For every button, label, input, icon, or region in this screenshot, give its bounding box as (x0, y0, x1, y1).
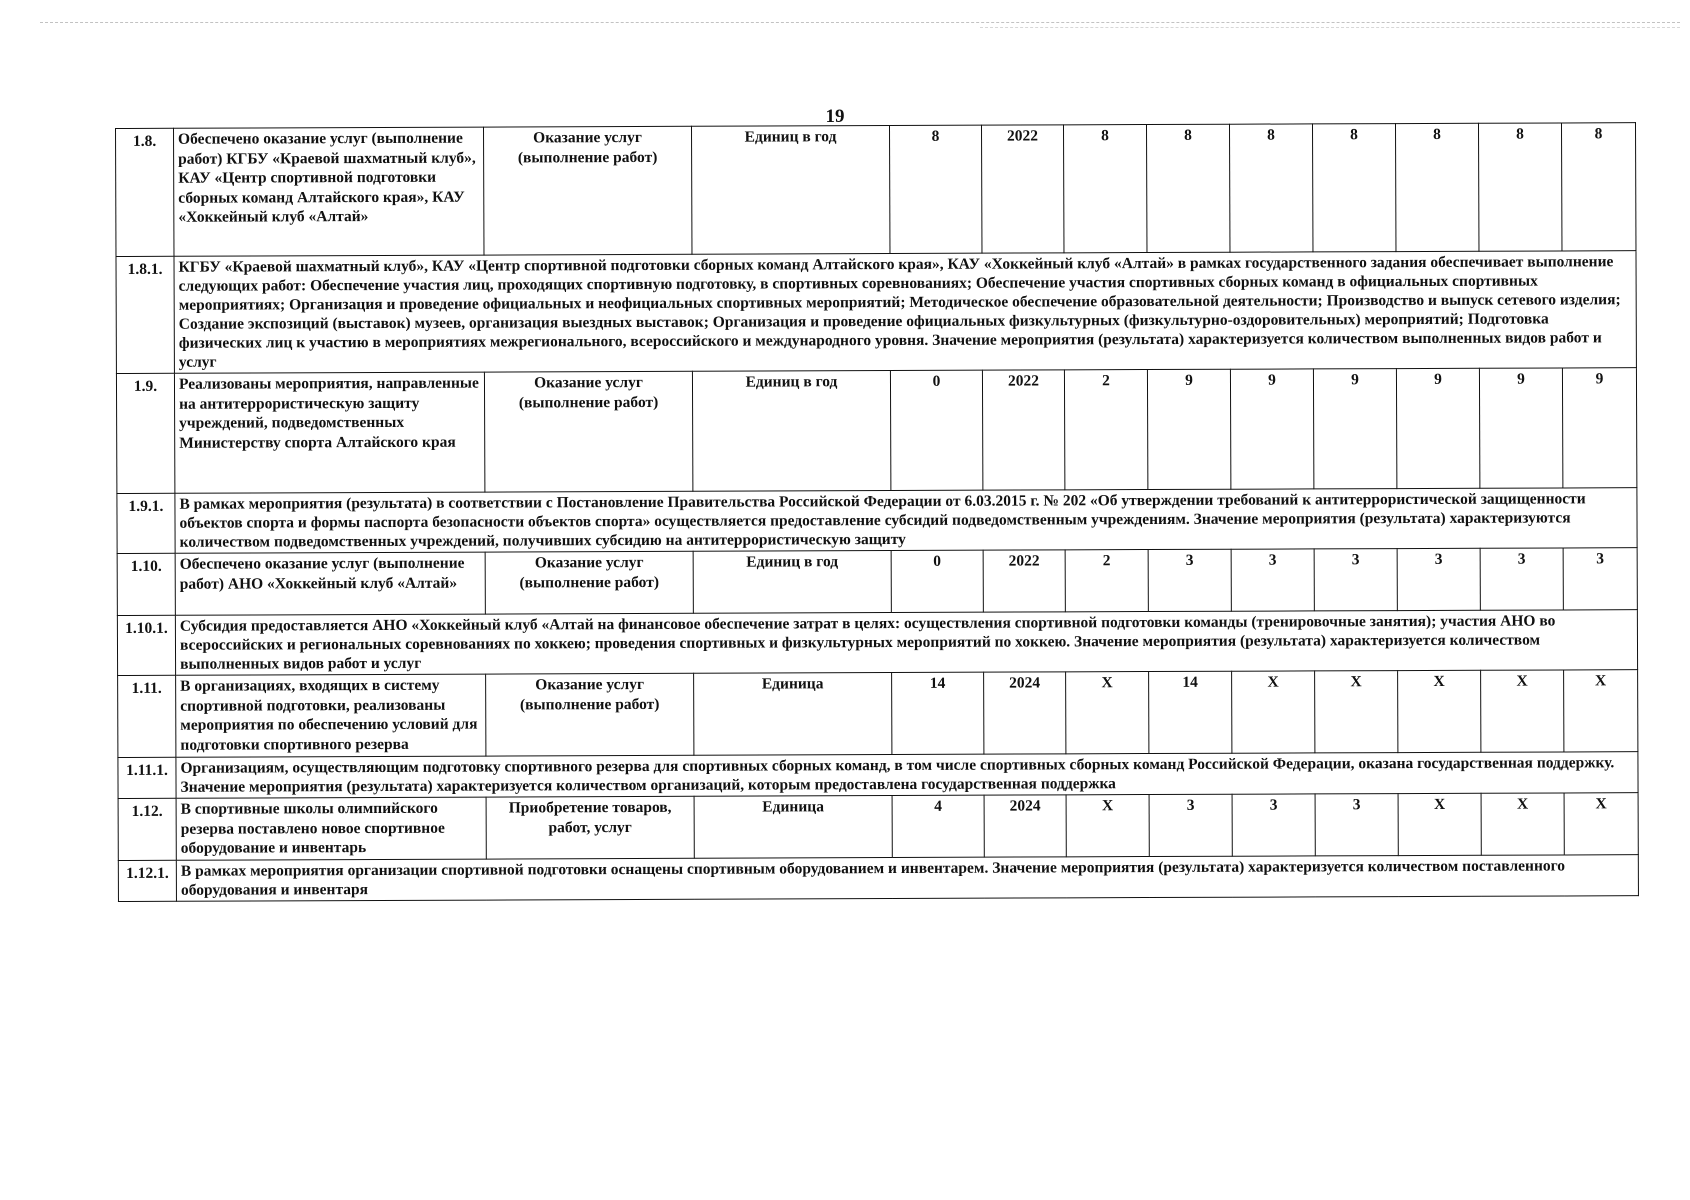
value-cell: X (1232, 671, 1315, 753)
row-number: 1.8. (116, 128, 174, 256)
row-number: 1.12.1. (118, 860, 176, 901)
description-text: Субсидия предоставляется АНО «Хоккейный клуб «Алтай на финансовое обеспечение затрат в целях: осуществления спортивной подготовки команды (тренировочные занятия); участия АНО во всероссийских и региональных соревнованиях по хоккею; проведения спортивных и физкультурных мероприятий по хоккею. Значение мероприятия (результата) характеризуется количеством выполненных видов работ и услуг (175, 610, 1637, 676)
base-value: 4 (892, 795, 984, 857)
result-type: Оказание услуг (выполнение работ) (484, 371, 692, 492)
results-table (115, 122, 1639, 902)
value-cell: X (1066, 795, 1149, 857)
base-year: 2024 (984, 795, 1066, 857)
unit-cell: Единица (694, 673, 892, 756)
value-cell: 9 (1479, 368, 1562, 488)
value-cell: 14 (1149, 671, 1232, 753)
value-cell: 8 (1312, 124, 1395, 252)
row-number: 1.9. (116, 373, 174, 493)
page-number: 19 (825, 106, 845, 127)
row-number: 1.11.1. (118, 757, 176, 798)
value-cell: 8 (1229, 124, 1312, 252)
value-cell: 9 (1230, 369, 1313, 489)
result-type: Оказание услуг (выполнение работ) (486, 673, 694, 756)
value-cell: 3 (1480, 548, 1563, 610)
table-row-description (118, 752, 1638, 799)
value-cell: 8 (1478, 123, 1561, 251)
result-name: Обеспечено оказание услуг (выполнение работ) КГБУ «Краевой шахматный клуб», КАУ «Центр спортивной подготовки сборных команд Алтайского края», КАУ «Хоккейный клуб «Алтай» (174, 127, 484, 256)
value-cell: 9 (1562, 368, 1636, 488)
base-value: 14 (892, 672, 984, 754)
table-row (116, 368, 1636, 494)
result-name: В спортивные школы олимпийского резерва поставлено новое спортивное оборудование и инвентарь (176, 797, 486, 860)
value-cell: X (1564, 793, 1638, 855)
value-cell: 3 (1231, 549, 1314, 611)
base-year: 2022 (983, 550, 1065, 612)
base-value: 0 (891, 550, 983, 612)
value-cell: X (1481, 793, 1564, 855)
unit-cell: Единиц в год (691, 126, 889, 255)
value-cell: 3 (1563, 548, 1637, 610)
result-type: Оказание услуг (выполнение работ) (483, 126, 691, 255)
row-number: 1.8.1. (116, 256, 174, 373)
table-row (118, 793, 1638, 861)
unit-cell: Единица (694, 796, 892, 859)
value-cell: 9 (1396, 368, 1479, 488)
value-cell: 8 (1395, 123, 1478, 251)
unit-cell: Единиц в год (692, 371, 890, 492)
value-cell: X (1481, 670, 1564, 752)
description-text: КГБУ «Краевой шахматный клуб», КАУ «Центр спортивной подготовки сборных команд Алтайского края», КАУ «Хоккейный клуб «Алтай» в рамках государственного задания обеспечивает выполнение следующих работ: Обеспечение участия лиц, проходящих спортивную подготовку, в спортивных соревнованиях; Обеспечение участия спортивных сборных команд в официальных спортивных мероприятиях; Организация и проведение официальных и неофициальных спортивных мероприятий; Методическое обеспечение образовательной деятельности; Производство и выпуск сетевого изделия; Создание экспозиций (выставок) музеев, организация выездных выставок; Организация и проведение официальных физкультурных (физкультурно-оздоровительных) мероприятий; Подготовка физических лиц к участию в мероприятиях межрегионального, всероссийского и международного уровня. Значение мероприятия (результата) характеризуется количеством выполненных видов работ и услуг (174, 251, 1636, 374)
scan-artifact-line (40, 22, 1680, 23)
row-number: 1.10. (117, 553, 175, 615)
row-number: 1.11. (118, 675, 176, 757)
description-text: В рамках мероприятия организации спортивной подготовки оснащены спортивным оборудованием и инвентарем. Значение мероприятия (результата) характеризуется количеством поставленного оборудования и инвентаря (176, 855, 1638, 902)
value-cell: 3 (1149, 794, 1232, 856)
result-type: Приобретение товаров, работ, услуг (486, 796, 694, 859)
row-number: 1.9.1. (117, 493, 175, 553)
value-cell: X (1315, 671, 1398, 753)
base-value: 0 (890, 370, 982, 490)
value-cell: 2 (1064, 370, 1147, 490)
value-cell: 3 (1397, 548, 1480, 610)
result-name: Реализованы мероприятия, направленные на антитеррористическую защиту учреждений, подведомственных Министерству спорта Алтайского края (174, 372, 484, 493)
value-cell: 8 (1561, 123, 1635, 251)
table-row (116, 123, 1636, 257)
value-cell: 9 (1147, 369, 1230, 489)
row-number: 1.10.1. (117, 615, 175, 675)
row-number: 1.12. (118, 798, 176, 860)
result-type: Оказание услуг (выполнение работ) (485, 551, 693, 614)
result-name: Обеспечено оказание услуг (выполнение работ) АНО «Хоккейный клуб «Алтай» (175, 552, 485, 615)
table-row-description (117, 488, 1637, 554)
description-text: Организациям, осуществляющим подготовку спортивного резерва для спортивных сборных команд, в том числе спортивных сборных команд Российской Федерации, оказана государственная поддержку. Значение мероприятия (результата) характеризуется количеством организаций, которым предоставлена государственная поддержка (176, 752, 1638, 799)
table-row (117, 548, 1637, 616)
base-year: 2022 (982, 370, 1064, 490)
result-name: В организациях, входящих в систему спортивной подготовки, реализованы мероприятия по обеспечению условий для подготовки спортивного резерва (176, 674, 486, 757)
value-cell: 3 (1148, 549, 1231, 611)
value-cell: 3 (1314, 549, 1397, 611)
value-cell: 3 (1232, 794, 1315, 856)
value-cell: 2 (1065, 550, 1148, 612)
scan-artifact-line (980, 27, 1680, 28)
value-cell: X (1398, 670, 1481, 752)
value-cell: X (1398, 793, 1481, 855)
table-row-description (116, 251, 1636, 374)
table-row-description (118, 855, 1638, 902)
description-text: В рамках мероприятия (результата) в соответствии с Постановление Правительства Российской Федерации от 6.03.2015 г. № 202 «Об утверждении требований к антитеррористической защищенности объектов спорта и формы паспорта безопасности объектов спорта» осуществляется предоставление субсидий подведомственным учреждениям. Значение мероприятия (результата) характеризуются количеством подведомственных учреждений, получивших субсидию на антитеррористическую защиту (175, 488, 1637, 554)
value-cell: 8 (1063, 125, 1146, 253)
value-cell: X (1564, 670, 1638, 752)
value-cell: 9 (1313, 369, 1396, 489)
table-row (118, 670, 1638, 758)
base-year: 2022 (981, 125, 1063, 253)
value-cell: 3 (1315, 794, 1398, 856)
base-value: 8 (889, 125, 981, 253)
base-year: 2024 (984, 672, 1066, 754)
table-row-description (117, 610, 1637, 676)
value-cell: 8 (1146, 124, 1229, 252)
unit-cell: Единиц в год (693, 551, 891, 614)
value-cell: X (1066, 672, 1149, 754)
